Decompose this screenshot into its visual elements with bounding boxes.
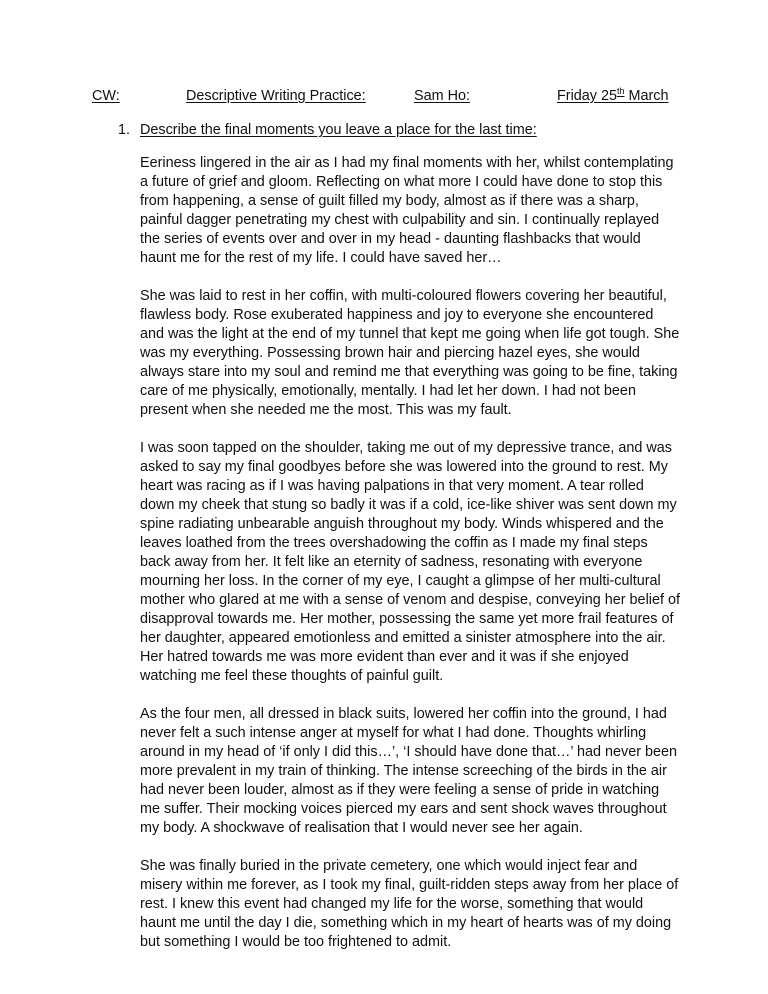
document-title: Descriptive Writing Practice: xyxy=(186,88,366,104)
paragraph-2: She was laid to rest in her coffin, with multi-coloured flowers covering her beautiful, flawless body. Rose exuberated happiness and joy to everyone she encountered and was the light at the end of my tunnel that kept me going when life got tough. She was my everything. Possessing brown hair and piercing hazel eyes, she would always stare into my soul and remind me that everything was going to be fine, taking care of me physically, emotionally, mentally. I had let her down. I had not been present when she needed me the most. This was my fault. xyxy=(140,288,680,418)
date-ordinal: th xyxy=(617,86,625,97)
date-suffix: March xyxy=(624,88,669,104)
question-heading xyxy=(118,120,678,140)
paragraph-5: She was finally buried in the private cemetery, one which would inject fear and misery within me forever, as I took my final, guilt-ridden steps away from her place of rest. I knew this event had changed my life for the worse, something that would haunt me until the day I die, something which in my heart of hearts was of my doing but something I would be too frightened to admit. xyxy=(140,858,679,950)
document-header xyxy=(0,86,768,108)
date-prefix: Friday 25 xyxy=(557,88,617,104)
question-number: 1. xyxy=(118,122,131,138)
paragraph-4: As the four men, all dressed in black suits, lowered her coffin into the ground, I had never felt a such intense anger at myself for what I had done. Thoughts whirling around in my head of ‘if only I did this…’, ‘I should have done that…’ had never been more prevalent in my train of thinking. The intense screeching of the birds in the air had never been louder, almost as if they were feeling a sense of pride in watching me suffer. Their mocking voices pierced my ears and sent shock waves throughout my body. A shockwave of realisation that I would never see her again. xyxy=(140,706,678,836)
author-name: Sam Ho: xyxy=(414,88,470,104)
classwork-label: CW: xyxy=(92,88,120,104)
paragraph-1: Eeriness lingered in the air as I had my final moments with her, whilst contemplating a future of grief and gloom. Reflecting on what more I could have done to stop this from happening, a sense of guilt filled my body, almost as if there was a sharp, painful dagger penetrating my chest with culpability and sin. I continually replayed the series of events over and over in my head - daunting flashbacks that would haunt me for the rest of my life. I could have saved her… xyxy=(140,155,674,266)
essay-body xyxy=(140,154,680,971)
document-date xyxy=(557,86,669,106)
question-text: Describe the final moments you leave a place for the last time: xyxy=(140,122,537,138)
paragraph-3: I was soon tapped on the shoulder, taking me out of my depressive trance, and was asked to say my final goodbyes before she was lowered into the ground to rest. My heart was racing as if I was having palpations in that very moment. A tear rolled down my cheek that stung so badly it was if a cold, ice-like shiver was sent down my spine radiating unbearable anguish throughout my body. Winds whispered and the leaves loathed from the trees overshadowing the coffin as I made my final steps back away from her. It felt like an eternity of sadness, resonating with everyone mourning her loss. In the corner of my eye, I caught a glimpse of her multi-cultural mother who glared at me with a sense of venom and despise, conveying her belief of disapproval towards me. Her mother, possessing the same yet more frail features of her daughter, appeared emotionless and emitted a sinister atmosphere into the air. Her hatred towards me was more evident than ever and it was if she enjoyed watching me feel these thoughts of painful guilt. xyxy=(140,440,680,684)
